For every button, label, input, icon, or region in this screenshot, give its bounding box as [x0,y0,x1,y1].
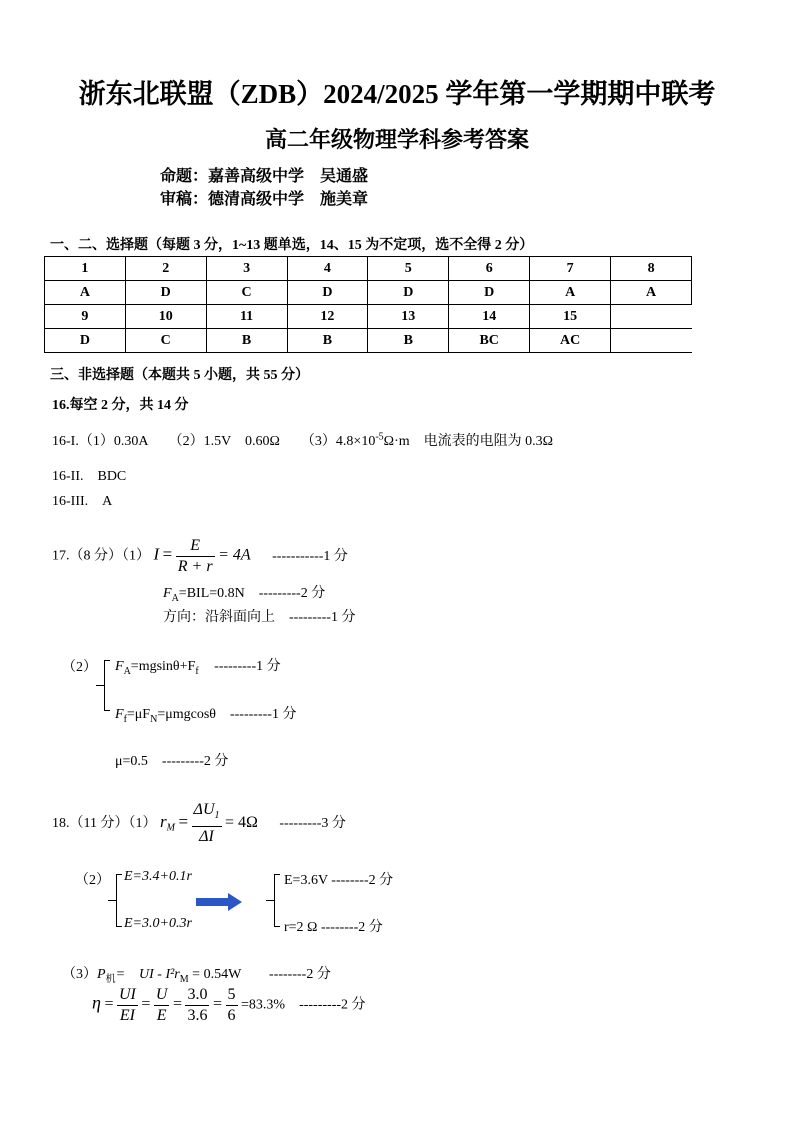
table-cell: 1 [45,257,126,281]
table-cell: D [125,281,206,305]
q17-force-line: $F_A=BIL=0.8N$ ---------2 分 [163,586,326,604]
author-line: 命题：嘉善高级中学 吴通盛 [160,168,369,185]
table-cell: AC [530,329,611,353]
table-row [45,329,692,353]
table-cell [611,329,692,353]
table-cell: B [206,329,287,353]
table-cell: A [530,281,611,305]
table-cell: 7 [530,257,611,281]
table-cell: 14 [449,305,530,329]
q17-direction-line: 方向：沿斜面向上 ---------1 分 [163,610,356,625]
reviewer-line: 审稿：德清高级中学 施美章 [160,191,369,208]
table-cell: D [368,281,449,305]
table-cell: A [611,281,692,305]
table-row [45,305,692,329]
table-cell: D [449,281,530,305]
q17-eq2: $F_f=\mu F_N=\mu mgcos\theta$ ---------1 分 [115,707,297,725]
answer-table [44,256,692,353]
table-cell: 2 [125,257,206,281]
q18-eq1: E=3.4+0.1r [124,869,192,884]
q18-part2-label: （2） [75,873,110,888]
q18-result1: E=3.6V --------2 分 [284,873,394,888]
table-cell: 8 [611,257,692,281]
table-cell: B [368,329,449,353]
fraction: $\frac{E}{R + r}$ [177,537,213,575]
section3-heading: 三、非选择题（本题共 5 小题，共 55 分） [50,368,309,383]
q16-part2: 16-II. BDC [52,469,127,484]
fraction: $\frac{UI}{EI}$ [118,986,136,1024]
q17-eq1: $F_A=mgsin\theta+F_f$ ---------1 分 [115,659,281,677]
arrow-right-icon [196,893,244,911]
table-cell: 6 [449,257,530,281]
q16-part3: 16-III. A [52,494,113,509]
table-cell: 12 [287,305,368,329]
table-cell: 11 [206,305,287,329]
fraction: $\frac{U}{E}$ [155,986,168,1024]
q18-efficiency: η = $\frac{UI}{EI}$ = $\frac{U}{E}$ = $\frac{3.0}{3.6}$ = $\frac{5}{6}$ =83.3% ---------2 分 [92,986,366,1024]
q17-mu: μ=0.5 ---------2 分 [115,754,229,769]
fraction: $\frac{3.0}{3.6}$ [187,986,208,1024]
q18-result2: r=2 Ω --------2 分 [284,920,383,935]
table-cell: 5 [368,257,449,281]
table-cell [611,305,692,329]
table-cell: 13 [368,305,449,329]
page-subtitle: 高二年级物理学科参考答案 [264,127,529,152]
table-cell: 15 [530,305,611,329]
table-cell: 4 [287,257,368,281]
fraction: $\frac{5}{6}$ [227,986,236,1024]
table-cell: B [287,329,368,353]
table-row [45,281,692,305]
fraction: $\frac{\Delta U_1}{\Delta I}$ [193,801,220,846]
q17-part2-label: （2） [62,660,97,675]
page-title: 浙东北联盟（ZDB）2024/2025 学年第一学期期中联考 [78,79,716,109]
table-cell: 9 [45,305,126,329]
table-cell: D [287,281,368,305]
table-cell: BC [449,329,530,353]
q16-part1: 16-I.（1）0.30A （2）1.5V 0.60Ω $(3)4.8\times 10^{-5}\Omega\cdot m$ 电流表的电阻为 0.3Ω [52,431,554,449]
table-cell: C [206,281,287,305]
table-cell: C [125,329,206,353]
q18-part1: 18.（11 分）（1） $r_M$ = $\frac{\Delta U_1}{\Delta I}$ = 4Ω ---------3 分 [52,801,346,846]
section1-heading: 一、二、选择题（每题 3 分，1~13 题单选，14、15 为不定项，选不全得 2 分） [50,238,534,253]
table-row [45,257,692,281]
q16-heading: 16.每空 2 分，共 14 分 [52,398,189,413]
q18-part3: $(3)P_机=$ UI - $I^2r_M = 0.54W$ --------2 分 [62,967,331,985]
q18-eq2: E=3.0+0.3r [124,916,192,931]
table-cell: 10 [125,305,206,329]
table-cell: 3 [206,257,287,281]
table-cell: D [45,329,126,353]
q17-part1: 17.（8 分）（1） I = $\frac{E}{R + r}$ = 4A -----------1 分 [52,537,348,575]
table-cell: A [45,281,126,305]
